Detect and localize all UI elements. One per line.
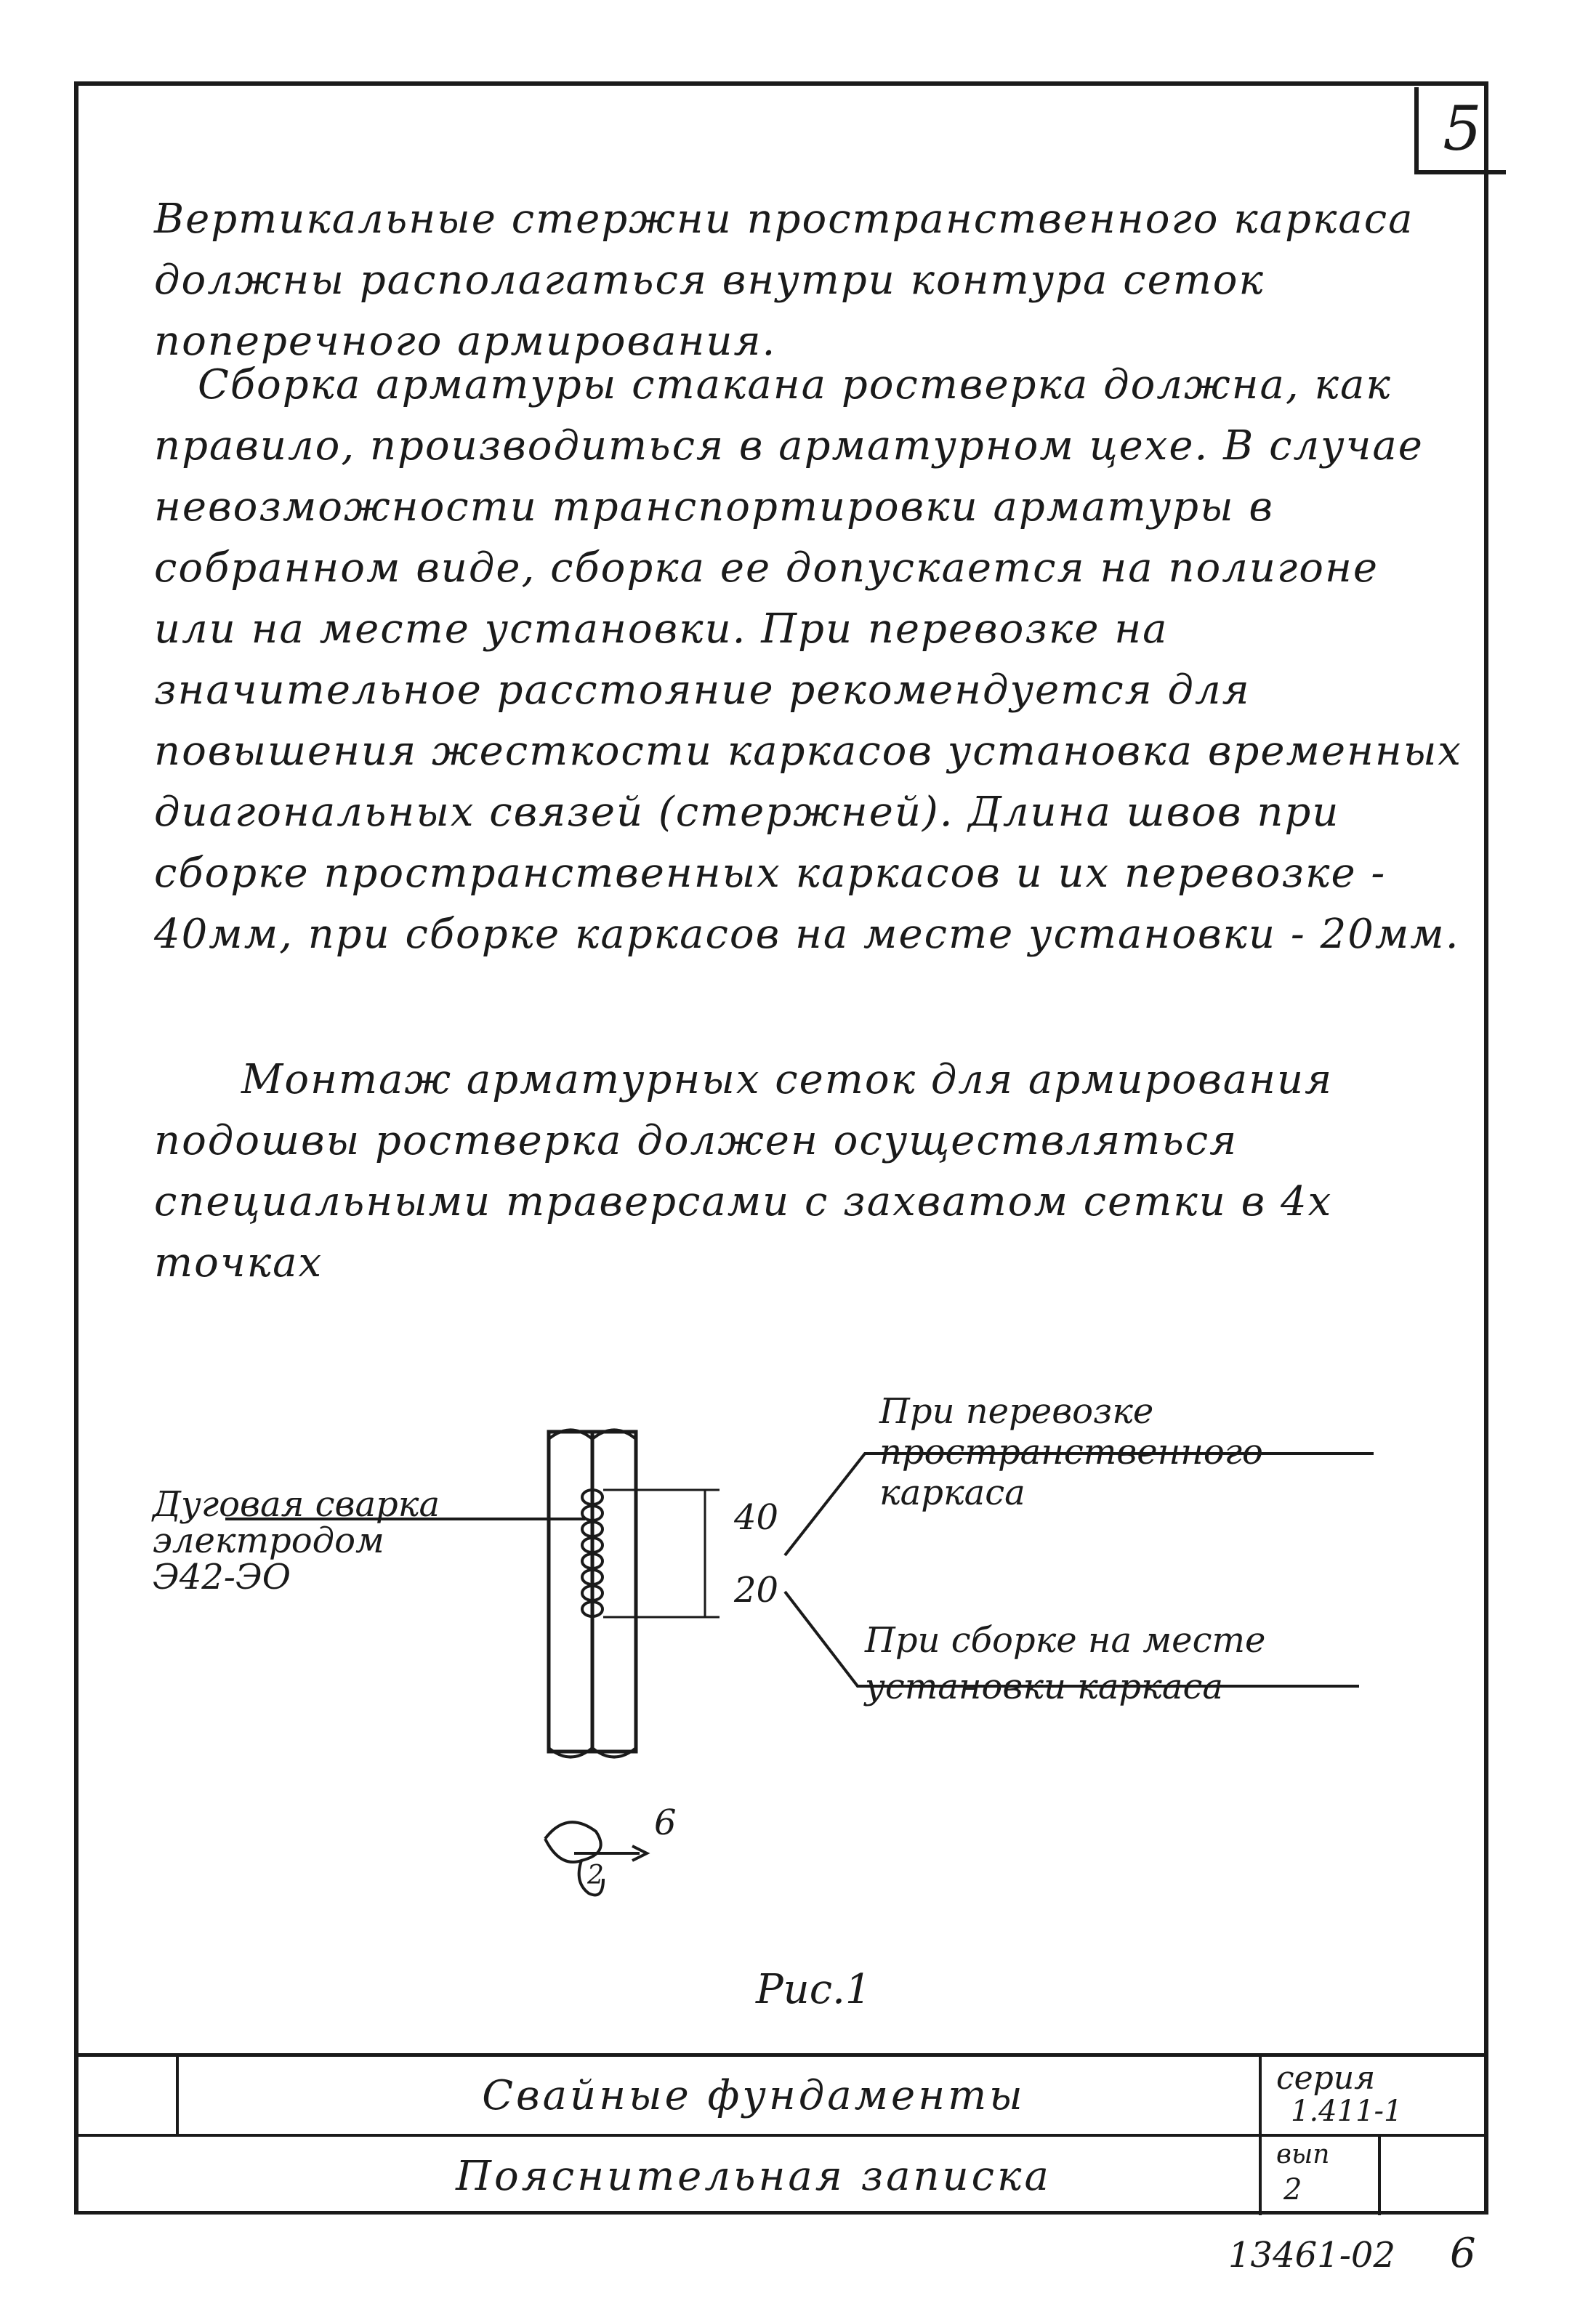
dimension-20: 20 xyxy=(734,1570,779,1611)
series-cell xyxy=(1259,2057,1488,2134)
page-number-box xyxy=(1414,87,1506,174)
issue-label: вып xyxy=(1276,2140,1330,2169)
weld-symbol-2: 2 xyxy=(587,1861,604,1890)
paragraph-3 xyxy=(154,1049,1462,1294)
page-number: 5 xyxy=(1443,93,1482,164)
issue-cell xyxy=(1259,2137,1488,2215)
callout-top: При перевозке пространственного каркаса xyxy=(879,1391,1263,1513)
title-block xyxy=(74,2053,1488,2212)
paragraph-2 xyxy=(154,355,1462,965)
title-block-small-cell xyxy=(74,2057,249,2134)
document-code: 13461-02 xyxy=(1228,2235,1395,2276)
paragraph-1-text: Вертикальные стержни пространственного каркаса должны располагаться внутри контура сеток поперечного армирования. xyxy=(154,196,1414,365)
paragraph-1 xyxy=(154,189,1462,372)
dimension-40: 40 xyxy=(734,1497,779,1538)
weld-label: Дуговая сварка электродом Э42-ЭО xyxy=(153,1484,440,1597)
paragraph-2-text: Сборка арматуры стакана ростверка должна, как правило, производиться в арматурном цехе. В случае невозможности транспортировки арматуры в собранном виде, сборка ее допускается на полигоне или на месте установки. При перевозке на значительное расстояние рекомендуется для повышения жесткости каркасов установка временных диагональных связей (стержней). Длина швов при сборке пространственных каркасов и их перевозке - 40мм, при сборке каркасов на месте установки - 20мм. xyxy=(154,361,1463,958)
title-block-small-cell-2 xyxy=(74,2137,249,2215)
bottom-frame-line xyxy=(74,2211,1488,2215)
paragraph-3-text: Монтаж арматурных сеток для армирования подошвы ростверка должен осуществляться специальными траверсами с захватом сетки в 4х точках xyxy=(154,1056,1334,1286)
rebar-right xyxy=(592,1432,636,1752)
figure-caption: Рис.1 xyxy=(756,1966,871,2013)
callout-bottom: При сборке на месте установки каркаса xyxy=(865,1620,1266,1707)
rebar-left xyxy=(549,1432,592,1752)
weld-symbol-6: 6 xyxy=(654,1802,677,1843)
document-subtitle: Пояснительная записка xyxy=(456,2152,1052,2200)
weld-figure xyxy=(138,1388,1446,2042)
series-value: 1.411-1 xyxy=(1291,2095,1403,2128)
series-label: серия xyxy=(1276,2060,1376,2097)
document-title: Свайные фундаменты xyxy=(482,2071,1025,2119)
issue-value: 2 xyxy=(1283,2173,1302,2207)
footer-page-number: 6 xyxy=(1450,2230,1476,2277)
title-block-row-2 xyxy=(74,2137,1488,2215)
title-block-row-1 xyxy=(74,2057,1488,2137)
